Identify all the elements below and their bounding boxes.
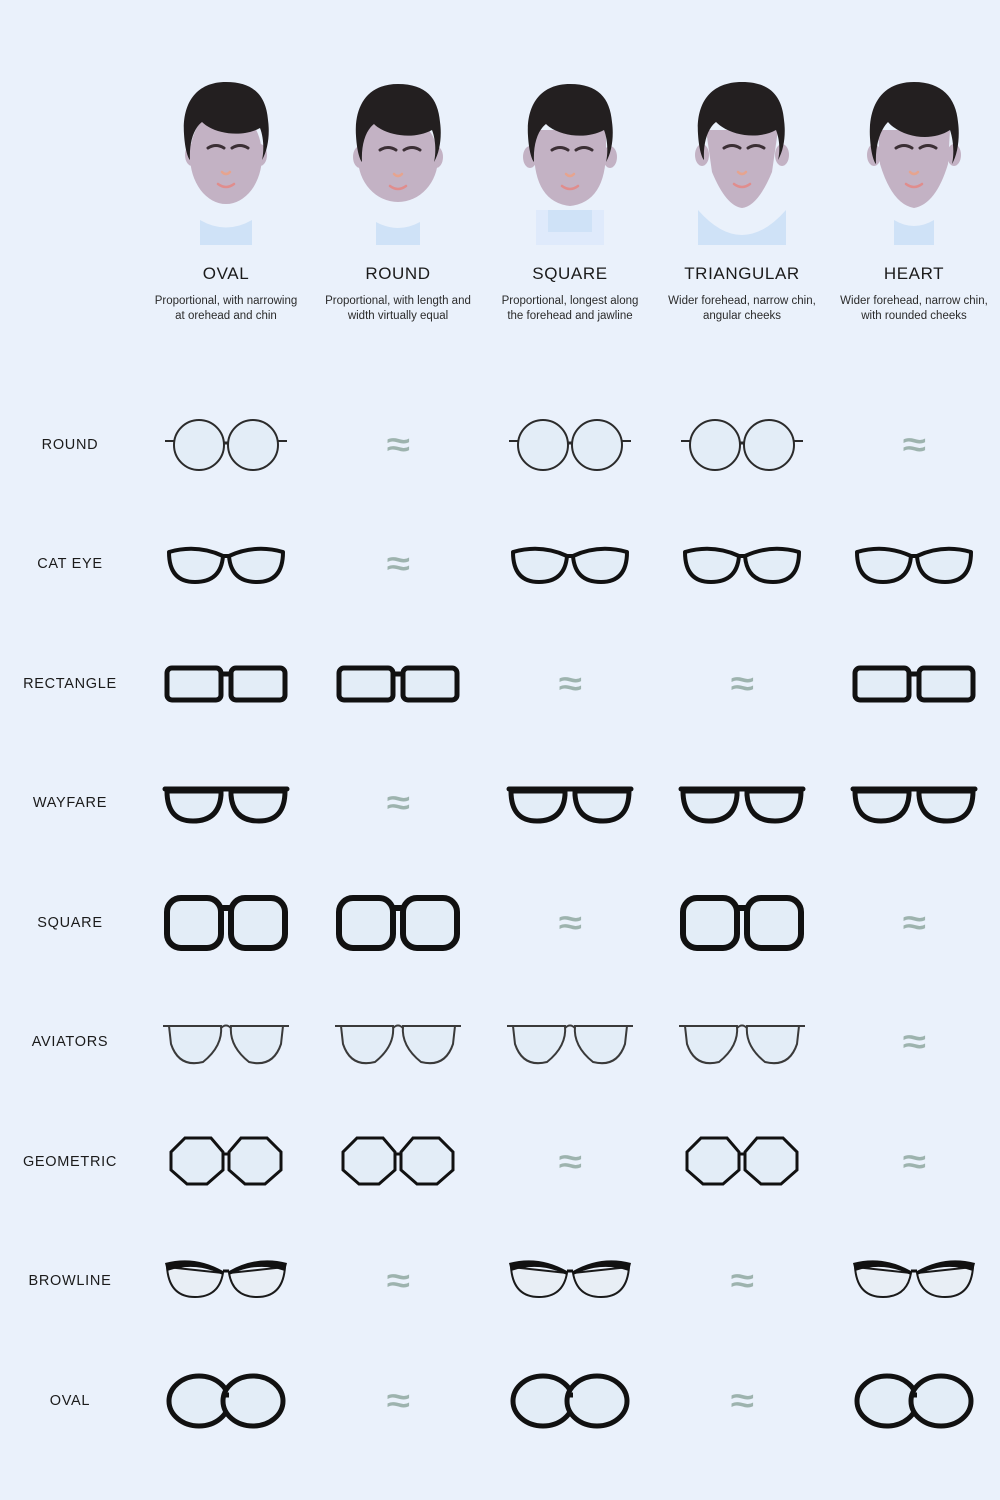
glasses-row-rectangle xyxy=(0,624,1000,744)
glasses-row-browline xyxy=(0,1222,1000,1342)
squiggle-icon: ≈ xyxy=(386,1262,410,1301)
rectangle-glasses-icon xyxy=(333,652,463,716)
cell-browline-heart xyxy=(828,1222,1000,1342)
cell-wayfare-round xyxy=(312,744,484,864)
cell-browline-round xyxy=(312,1222,484,1342)
aviator-glasses-icon xyxy=(677,1010,807,1074)
glasses-matrix xyxy=(0,385,1000,1461)
oval-glasses-icon xyxy=(505,1369,635,1433)
geometric-glasses-icon xyxy=(677,1130,807,1194)
face-type-name: SQUARE xyxy=(532,264,608,283)
face-type-round xyxy=(312,60,484,324)
squiggle-icon: ≈ xyxy=(558,664,582,703)
rectangle-glasses-icon xyxy=(161,652,291,716)
face-illustration-heart xyxy=(844,60,984,250)
round-glasses-icon xyxy=(505,413,635,477)
glasses-row-label: GEOMETRIC xyxy=(22,1153,118,1170)
oval-glasses-icon xyxy=(849,1369,979,1433)
aviator-glasses-icon xyxy=(161,1010,291,1074)
cell-browline-square xyxy=(484,1222,656,1342)
squiggle-icon: ≈ xyxy=(386,1381,410,1420)
cat-eye-glasses-icon xyxy=(849,532,979,596)
cell-geometric-oval xyxy=(140,1102,312,1222)
glasses-row-oval xyxy=(0,1341,1000,1461)
cell-wayfare-square xyxy=(484,744,656,864)
cell-aviators-square xyxy=(484,983,656,1103)
squiggle-icon: ≈ xyxy=(558,903,582,942)
wayfare-glasses-icon xyxy=(505,771,635,835)
cell-aviators-round xyxy=(312,983,484,1103)
face-type-description: Proportional, longest along the forehead and jawline xyxy=(501,295,639,322)
cell-rectangle-triangular xyxy=(656,624,828,744)
cell-cat-eye-round xyxy=(312,505,484,625)
cat-eye-glasses-icon xyxy=(161,532,291,596)
cell-cat-eye-square xyxy=(484,505,656,625)
cell-square-triangular xyxy=(656,863,828,983)
glasses-row-label: ROUND xyxy=(41,436,99,453)
face-type-name: ROUND xyxy=(365,264,431,283)
glasses-row-label: BROWLINE xyxy=(28,1273,112,1290)
browline-glasses-icon xyxy=(161,1253,291,1309)
cell-wayfare-oval xyxy=(140,744,312,864)
cell-rectangle-heart xyxy=(828,624,1000,744)
cell-browline-triangular xyxy=(656,1222,828,1342)
cell-wayfare-triangular xyxy=(656,744,828,864)
cell-aviators-heart xyxy=(828,983,1000,1103)
cell-rectangle-square xyxy=(484,624,656,744)
glasses-row-cat-eye xyxy=(0,505,1000,625)
square-glasses-icon xyxy=(333,888,463,958)
browline-glasses-icon xyxy=(505,1253,635,1309)
cell-geometric-triangular xyxy=(656,1102,828,1222)
face-illustration-round xyxy=(328,60,468,250)
face-type-triangular xyxy=(656,60,828,324)
squiggle-icon: ≈ xyxy=(730,1262,754,1301)
cell-oval-triangular xyxy=(656,1341,828,1461)
cell-oval-round xyxy=(312,1341,484,1461)
cell-cat-eye-triangular xyxy=(656,505,828,625)
aviator-glasses-icon xyxy=(505,1010,635,1074)
face-type-description: Wider forehead, narrow chin, angular cheeks xyxy=(668,295,816,322)
glasses-row-label: RECTANGLE xyxy=(23,675,117,692)
glasses-row-aviators xyxy=(0,983,1000,1103)
cat-eye-glasses-icon xyxy=(505,532,635,596)
face-type-description: Proportional, with narrowing at orehead and chin xyxy=(154,295,298,322)
cell-rectangle-oval xyxy=(140,624,312,744)
cell-square-heart xyxy=(828,863,1000,983)
squiggle-icon: ≈ xyxy=(902,1142,926,1181)
glasses-row-label: OVAL xyxy=(49,1392,91,1409)
face-type-oval xyxy=(140,60,312,324)
squiggle-icon: ≈ xyxy=(386,784,410,823)
cell-oval-oval xyxy=(140,1341,312,1461)
face-type-name: TRIANGULAR xyxy=(684,264,800,283)
cell-aviators-triangular xyxy=(656,983,828,1103)
squiggle-icon: ≈ xyxy=(902,425,926,464)
face-type-description: Proportional, with length and width virtually equal xyxy=(325,295,471,322)
face-types-header xyxy=(140,60,1000,324)
cell-geometric-round xyxy=(312,1102,484,1222)
face-type-description: Wider forehead, narrow chin, with rounded cheeks xyxy=(840,295,988,322)
cell-round-oval xyxy=(140,385,312,505)
squiggle-icon: ≈ xyxy=(730,664,754,703)
cell-oval-square xyxy=(484,1341,656,1461)
cell-aviators-oval xyxy=(140,983,312,1103)
cell-oval-heart xyxy=(828,1341,1000,1461)
face-illustration-square xyxy=(500,60,640,250)
glasses-row-square xyxy=(0,863,1000,983)
cell-geometric-heart xyxy=(828,1102,1000,1222)
face-illustration-triangular xyxy=(672,60,812,250)
cell-geometric-square xyxy=(484,1102,656,1222)
cell-square-oval xyxy=(140,863,312,983)
squiggle-icon: ≈ xyxy=(902,903,926,942)
cell-browline-oval xyxy=(140,1222,312,1342)
rectangle-glasses-icon xyxy=(849,652,979,716)
wayfare-glasses-icon xyxy=(161,771,291,835)
glasses-row-wayfare xyxy=(0,744,1000,864)
wayfare-glasses-icon xyxy=(677,771,807,835)
face-illustration-oval xyxy=(156,60,296,250)
cell-square-square xyxy=(484,863,656,983)
glasses-row-label: SQUARE xyxy=(37,914,103,931)
cell-rectangle-round xyxy=(312,624,484,744)
geometric-glasses-icon xyxy=(161,1130,291,1194)
face-type-name: HEART xyxy=(883,264,945,283)
round-glasses-icon xyxy=(677,413,807,477)
wayfare-glasses-icon xyxy=(849,771,979,835)
cell-round-heart xyxy=(828,385,1000,505)
square-glasses-icon xyxy=(161,888,291,958)
cell-cat-eye-oval xyxy=(140,505,312,625)
geometric-glasses-icon xyxy=(333,1130,463,1194)
squiggle-icon: ≈ xyxy=(558,1142,582,1181)
face-type-square xyxy=(484,60,656,324)
cell-round-square xyxy=(484,385,656,505)
oval-glasses-icon xyxy=(161,1369,291,1433)
aviator-glasses-icon xyxy=(333,1010,463,1074)
glasses-row-label: CAT EYE xyxy=(37,556,103,573)
browline-glasses-icon xyxy=(849,1253,979,1309)
glasses-row-label: WAYFARE xyxy=(32,795,108,812)
round-glasses-icon xyxy=(161,413,291,477)
cell-round-triangular xyxy=(656,385,828,505)
cell-wayfare-heart xyxy=(828,744,1000,864)
face-type-heart xyxy=(828,60,1000,324)
cell-cat-eye-heart xyxy=(828,505,1000,625)
glasses-row-geometric xyxy=(0,1102,1000,1222)
cell-round-round xyxy=(312,385,484,505)
cell-square-round xyxy=(312,863,484,983)
glasses-row-round xyxy=(0,385,1000,505)
square-glasses-icon xyxy=(677,888,807,958)
face-type-name: OVAL xyxy=(202,264,250,283)
glasses-row-label: AVIATORS xyxy=(31,1034,109,1051)
squiggle-icon: ≈ xyxy=(902,1023,926,1062)
squiggle-icon: ≈ xyxy=(730,1381,754,1420)
cat-eye-glasses-icon xyxy=(677,532,807,596)
squiggle-icon: ≈ xyxy=(386,425,410,464)
squiggle-icon: ≈ xyxy=(386,545,410,584)
